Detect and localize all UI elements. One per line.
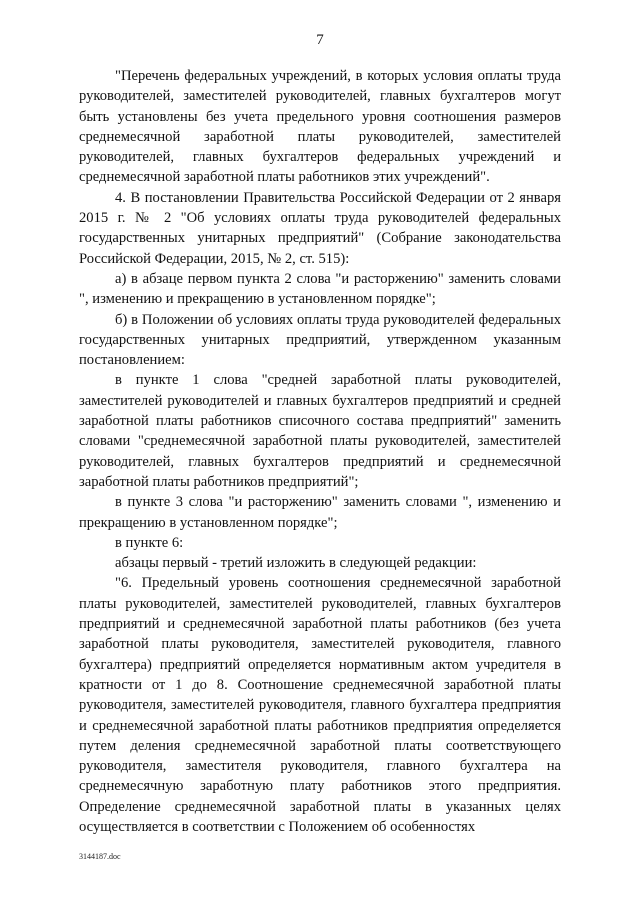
document-body xyxy=(79,66,561,837)
paragraph-subitem-b: б) в Положении об условиях оплаты труда руководителей федеральных государственных унитарных предприятий, утвержденном указанным постановлением: xyxy=(79,311,561,369)
paragraph-list-title: "Перечень федеральных учреждений, в которых условия оплаты труда руководителей, заместителей руководителей, главных бухгалтеров могут быть установлены без учета предельного уровня соотношения размеров среднемесячной заработной платы руководителей, заместителей руководителей, главных бухгалтеров федеральных учреждений и среднемесячной заработной платы работников этих учреждений". xyxy=(79,68,561,186)
footer-file-code: 3144187.doc xyxy=(79,852,121,861)
page-number: 7 xyxy=(316,32,324,48)
paragraph-point-3: в пункте 3 слова "и расторжению" заменить словами ", изменению и прекращению в установленном порядке"; xyxy=(79,494,561,531)
paragraph-point-1: в пункте 1 слова "средней заработной платы руководителей, заместителей руководителей и главных бухгалтеров предприятий и средней заработной платы работников списочного состава предприятий" заменить словами "среднемесячной заработной платы руководителей, заместителей руководителей, главных бухгалтеров предприятий и среднемесячной заработной платы работников предприятий"; xyxy=(79,372,561,490)
paragraph-point-6-intro: абзацы первый - третий изложить в следующей редакции: xyxy=(115,555,477,572)
paragraph-point-6: в пункте 6: xyxy=(115,534,184,551)
paragraph-subitem-a: а) в абзаце первом пункта 2 слова "и расторжению" заменить словами ", изменению и прекращению в установленном порядке"; xyxy=(79,270,561,308)
paragraph-point-6-text: "6. Предельный уровень соотношения среднемесячной заработной платы руководителей, заместителей руководителей, главных бухгалтеров предприятий и среднемесячной заработной платы работников (без учета заработной платы руководителя, заместителей руководителя, главного бухгалтера) предприятий определяется нормативным актом учредителя в кратности от 1 до 8. Соотношение среднемесячной заработной платы руководителя, заместителей руководителя, главного бухгалтера предприятия и среднемесячной заработной платы работников предприятия определяется путем деления среднемесячной заработной платы соответствующего руководителя, заместителя руководителя, главного бухгалтера на среднемесячную заработную плату работников этого предприятия. Определение среднемесячной заработной платы в указанных целях осуществляется в соответствии с Положением об особенностях xyxy=(79,575,561,835)
paragraph-item-4: 4. В постановлении Правительства Российской Федерации от 2 января 2015 г. № 2 "Об условиях оплаты труда руководителей федеральных государственных унитарных предприятий" (Собрание законодательства Российской Федерации, 2015, № 2, ст. 515): xyxy=(79,189,561,267)
